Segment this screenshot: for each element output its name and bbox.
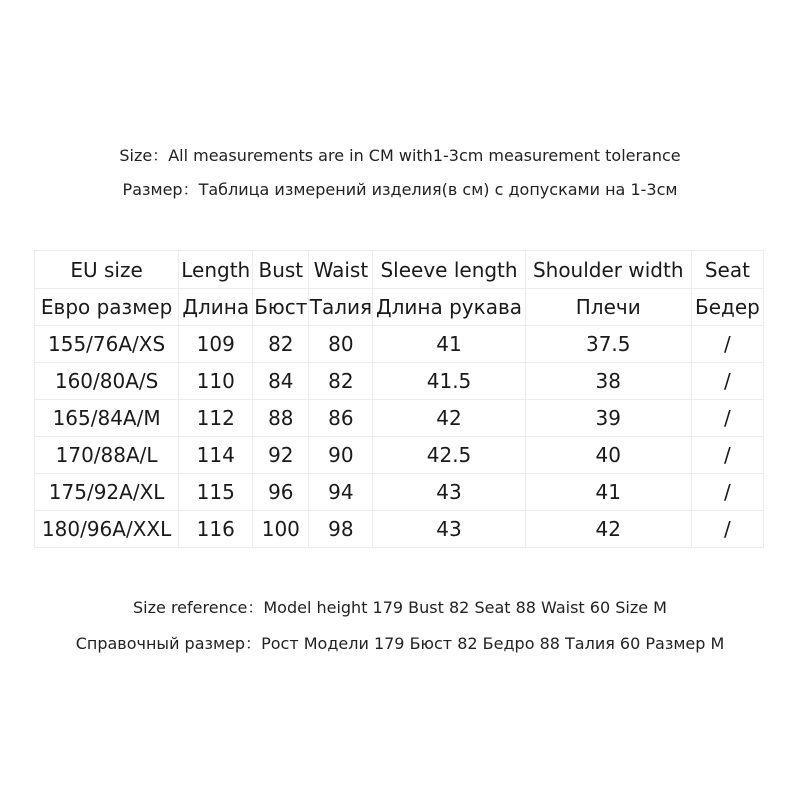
cell-sleeve-length: 43 [373, 511, 525, 548]
header-ru-waist: Талия [309, 289, 373, 326]
cell-eu-size: 175/92A/XL [35, 474, 179, 511]
cell-shoulder-width: 41 [525, 474, 691, 511]
header-ru-bust: Бюст [253, 289, 309, 326]
cell-shoulder-width: 39 [525, 400, 691, 437]
cell-sleeve-length: 42 [373, 400, 525, 437]
header-shoulder-width: Shoulder width [525, 251, 691, 289]
header-sleeve-length: Sleeve length [373, 251, 525, 289]
header-waist: Waist [309, 251, 373, 289]
cell-seat: / [691, 511, 763, 548]
cell-waist: 86 [309, 400, 373, 437]
cell-length: 114 [179, 437, 253, 474]
cell-waist: 82 [309, 363, 373, 400]
cell-shoulder-width: 42 [525, 511, 691, 548]
cell-length: 115 [179, 474, 253, 511]
measurement-note-ru: Размер：Таблица измерений изделия(в см) с допусками на 1-3см [122, 180, 678, 199]
cell-sleeve-length: 41.5 [373, 363, 525, 400]
cell-seat: / [691, 363, 763, 400]
table-row [35, 511, 764, 548]
table-row [35, 400, 764, 437]
header-bust: Bust [253, 251, 309, 289]
cell-seat: / [691, 474, 763, 511]
header-ru-shoulder-width: Плечи [525, 289, 691, 326]
cell-bust: 100 [253, 511, 309, 548]
cell-bust: 88 [253, 400, 309, 437]
cell-waist: 98 [309, 511, 373, 548]
cell-waist: 94 [309, 474, 373, 511]
header-ru-length: Длина [179, 289, 253, 326]
header-row-en [35, 251, 764, 289]
cell-sleeve-length: 42.5 [373, 437, 525, 474]
table-row [35, 363, 764, 400]
cell-length: 109 [179, 326, 253, 363]
cell-seat: / [691, 437, 763, 474]
cell-eu-size: 155/76A/XS [35, 326, 179, 363]
header-length: Length [179, 251, 253, 289]
size-table [34, 250, 764, 548]
cell-seat: / [691, 326, 763, 363]
cell-eu-size: 170/88A/L [35, 437, 179, 474]
header-ru-seat: Бедер [691, 289, 763, 326]
header-row-ru [35, 289, 764, 326]
cell-seat: / [691, 400, 763, 437]
cell-waist: 90 [309, 437, 373, 474]
cell-shoulder-width: 37.5 [525, 326, 691, 363]
size-reference-en: Size reference：Model height 179 Bust 82 Seat 88 Waist 60 Size M [133, 598, 667, 617]
cell-length: 116 [179, 511, 253, 548]
cell-eu-size: 160/80A/S [35, 363, 179, 400]
cell-shoulder-width: 40 [525, 437, 691, 474]
header-eu-size: EU size [35, 251, 179, 289]
cell-eu-size: 165/84A/M [35, 400, 179, 437]
cell-length: 112 [179, 400, 253, 437]
size-reference-ru: Справочный размер：Рост Модели 179 Бюст 82 Бедро 88 Талия 60 Размер M [75, 634, 725, 653]
header-ru-eu-size: Евро размер [35, 289, 179, 326]
cell-shoulder-width: 38 [525, 363, 691, 400]
measurement-note-en: Size：All measurements are in CM with1-3cm measurement tolerance [119, 146, 681, 165]
header-ru-sleeve-length: Длина рукава [373, 289, 525, 326]
cell-sleeve-length: 41 [373, 326, 525, 363]
cell-waist: 80 [309, 326, 373, 363]
cell-length: 110 [179, 363, 253, 400]
cell-bust: 84 [253, 363, 309, 400]
cell-eu-size: 180/96A/XXL [35, 511, 179, 548]
cell-bust: 96 [253, 474, 309, 511]
table-row [35, 437, 764, 474]
cell-bust: 92 [253, 437, 309, 474]
cell-sleeve-length: 43 [373, 474, 525, 511]
table-row [35, 326, 764, 363]
cell-bust: 82 [253, 326, 309, 363]
table-row [35, 474, 764, 511]
header-seat: Seat [691, 251, 763, 289]
